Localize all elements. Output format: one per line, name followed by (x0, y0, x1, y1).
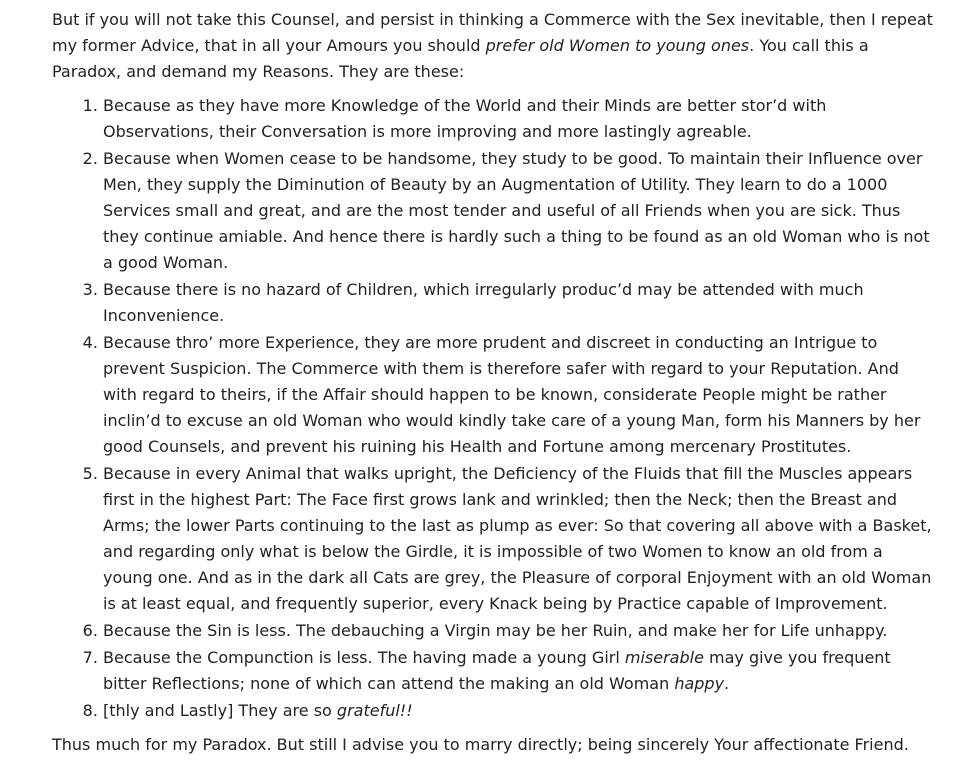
reason-7-emphasis-2: happy (674, 674, 725, 693)
reason-7 (103, 645, 936, 697)
intro-paragraph (52, 7, 936, 85)
reason-7-text-2: may give you frequent bitter Reflections; none of which can attend the making an old Woman (103, 648, 891, 693)
reason-8 (103, 698, 936, 724)
reason-6 (103, 618, 936, 644)
closing-paragraph: Thus much for my Paradox. But still I advise you to marry directly; being sincerely Your affectionate Friend. (52, 735, 909, 754)
intro-text-1: But if you will not take this Counsel, and persist in thinking a Commerce with the Sex inevitable, then I repeat my former Advice, that in all your Amours you should (52, 10, 933, 55)
reason-3-text: Because there is no hazard of Children, which irregularly produc’d may be attended with much Inconvenience. (103, 280, 864, 325)
intro-text-2: . You call this a Paradox, and demand my Reasons. They are these: (52, 36, 869, 81)
letter-body (52, 7, 936, 758)
reason-7-text-3: . (724, 674, 730, 693)
reason-3 (103, 277, 936, 329)
reason-5 (103, 461, 936, 617)
reason-4 (103, 330, 936, 460)
reason-8-text: [thly and Lastly] They are so (103, 701, 337, 720)
reason-4-text: Because thro’ more Experience, they are more prudent and discreet in conducting an Intrigue to prevent Suspicion. The Commerce with them is therefore safer with regard to your Reputation. And with regard to theirs, if the Affair should happen to be known, considerate People might be rather inclin’d to excuse an old Woman who would kindly take care of a young Man, form his Manners by her good Counsels, and prevent his ruining his Health and Fortune among mercenary Prostitutes. (103, 333, 921, 456)
reason-6-text: Because the Sin is less. The debauching a Virgin may be her Ruin, and make her for Life unhappy. (103, 621, 888, 640)
reason-1-text: Because as they have more Knowledge of the World and their Minds are better stor’d with Observations, their Conversation is more improving and more lastingly agreable. (103, 96, 827, 141)
intro-emphasis: prefer old Women to young ones (485, 36, 750, 55)
reason-7-emphasis-1: miserable (624, 648, 704, 667)
reason-7-text-1: Because the Compunction is less. The having made a young Girl (103, 648, 625, 667)
reason-5-text: Because in every Animal that walks upright, the Deficiency of the Fluids that fill the Muscles appears first in the highest Part: The Face first grows lank and wrinkled; then the Neck; then the Breast and Arms; the lower Parts continuing to the last as plump as ever: So that covering all above with a Basket, and regarding only what is below the Girdle, it is impossible of two Women to know an old from a young one. And as in the dark all Cats are grey, the Pleasure of corporal Enjoyment with an old Woman is at least equal, and frequently superior, every Knack being by Practice capable of Improvement. (103, 464, 932, 613)
reasons-list (52, 93, 936, 724)
reason-2 (103, 146, 936, 276)
reason-1 (103, 93, 936, 145)
reason-2-text: Because when Women cease to be handsome, they study to be good. To maintain their Influence over Men, they supply the Diminution of Beauty by an Augmentation of Utility. They learn to do a 1000 Services small and great, and are the most tender and useful of all Friends when you are sick. Thus they continue amiable. And hence there is hardly such a thing to be found as an old Woman who is not a good Woman. (103, 149, 930, 272)
reason-8-emphasis: grateful!! (336, 701, 413, 720)
